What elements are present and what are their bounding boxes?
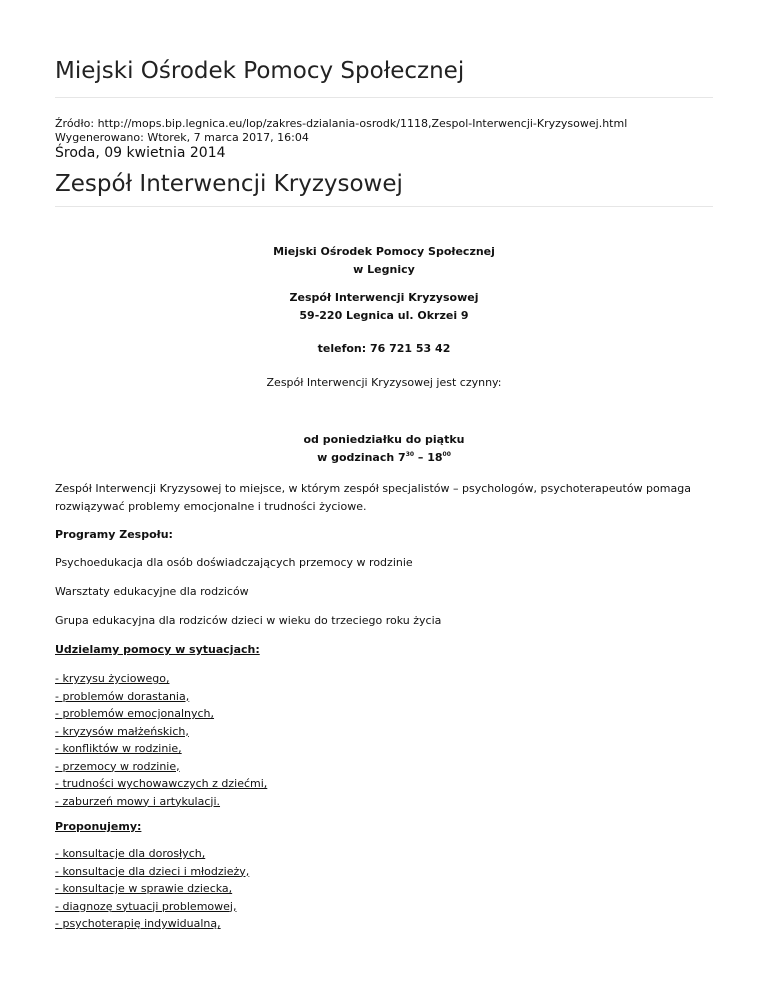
hours-separator: – 18 (414, 451, 443, 464)
opening-intro: Zespół Interwencji Kryzysowej jest czynny: (266, 376, 502, 389)
list-item: - kryzysów małżeńskich, (55, 724, 189, 738)
org-city: w Legnicy (353, 263, 415, 276)
article-title: Zespół Interwencji Kryzysowej (55, 171, 403, 197)
description-paragraph: Zespół Interwencji Kryzysowej to miejsce, w którym zespół specjalistów – psychologów, psychoterapeutów pomaga rozwiązywać problemy emocjonalne i trudności życiowe. (55, 482, 691, 513)
unit-address: 59-220 Legnica ul. Okrzei 9 (299, 309, 469, 322)
list-item: - konsultacje dla dorosłych, (55, 847, 206, 860)
list-item: - psychoterapię indywidualną, (55, 917, 221, 930)
help-list (55, 670, 267, 810)
org-name: Miejski Ośrodek Pomocy Społecznej (273, 245, 495, 258)
opening-days: od poniedziałku do piątku (303, 433, 465, 446)
list-item: - kryzysu życiowego, (55, 672, 170, 685)
divider (55, 206, 713, 207)
site-title: Miejski Ośrodek Pomocy Społecznej (55, 58, 465, 84)
program-item: Grupa edukacyjna dla rodziców dzieci w wieku do trzeciego roku życia (55, 614, 442, 627)
help-heading: Udzielamy pomocy w sytuacjach: (55, 643, 260, 656)
program-item: Psychoedukacja dla osób doświadczających przemocy w rodzinie (55, 556, 413, 569)
publication-date: Środa, 09 kwietnia 2014 (55, 145, 226, 161)
divider (55, 97, 713, 98)
list-item: - przemocy w rodzinie, (55, 759, 180, 773)
phone-number: telefon: 76 721 53 42 (317, 342, 451, 355)
list-item: - problemów dorastania, (55, 689, 190, 703)
list-item: - trudności wychowawczych z dziećmi, (55, 777, 268, 790)
offer-heading: Proponujemy: (55, 820, 142, 833)
list-item: - konfliktów w rodzinie, (55, 742, 182, 755)
program-item: Warsztaty edukacyjne dla rodziców (55, 585, 249, 598)
list-item: - zaburzeń mowy i artykulacji. (55, 794, 221, 808)
programs-heading: Programy Zespołu: (55, 528, 173, 541)
offer-list (55, 845, 249, 933)
hours-open-minutes: 30 (405, 451, 415, 458)
opening-hours (55, 451, 713, 464)
generated-timestamp: Wygenerowano: Wtorek, 7 marca 2017, 16:04 (55, 131, 309, 144)
source-url: Źródło: http://mops.bip.legnica.eu/lop/zakres-dzialania-osrodk/1118,Zespol-Interwencji-Kryzysowej.html (55, 117, 628, 130)
list-item: - problemów emocjonalnych, (55, 707, 215, 720)
list-item: - konsultacje w sprawie dziecka, (55, 882, 233, 895)
hours-prefix: w godzinach 7 (317, 451, 406, 464)
hours-close-minutes: 00 (442, 451, 451, 458)
list-item: - diagnozę sytuacji problemowej, (55, 899, 237, 913)
unit-name: Zespół Interwencji Kryzysowej (289, 291, 479, 304)
list-item: - konsultacje dla dzieci i młodzieży, (55, 864, 250, 878)
